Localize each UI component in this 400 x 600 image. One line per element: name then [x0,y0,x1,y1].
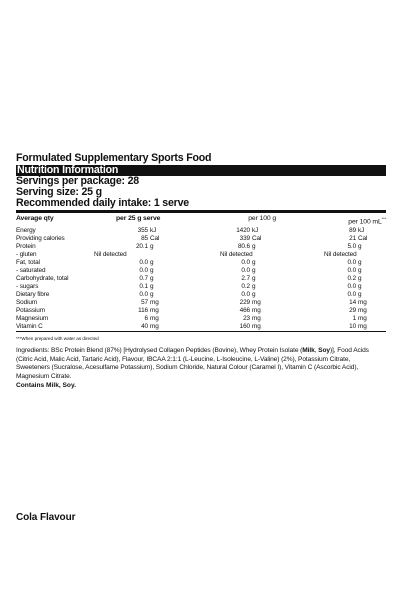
unit-per-100g: kJ [252,227,259,235]
value-per-100ml: 0.0 [347,283,357,291]
header-per-100g: per 100 g [248,215,277,222]
unit-per-100ml: kJ [358,227,365,235]
value-per-100ml: 0.0 [347,267,357,275]
unit-per-100g: g [252,243,256,251]
header-per-100ml-text: per 100 mL [348,218,382,226]
header-per-100ml-mark: *** [381,216,387,221]
value-per-serve: 0.0 [139,291,148,299]
nutrient-name: Potassium [16,307,45,315]
header-per-serve: per 25 g serve [116,215,161,222]
unit-per-100g: mg [252,299,261,307]
allergen-statement: Contains Milk, Soy. [16,381,76,389]
table-row [16,283,386,291]
nutrient-name: Energy [16,227,36,235]
unit-per-serve: g [150,275,154,283]
unit-per-100g: mg [252,323,261,331]
table-row [16,243,386,251]
value-per-serve: 116 [138,307,148,315]
unit-per-serve: g [150,291,154,299]
unit-per-serve: mg [150,323,159,331]
value-per-serve: 20.1 [135,243,148,251]
value-per-100g: 339 [239,235,251,243]
recommended-intake: Recommended daily intake: 1 serve [16,197,189,209]
table-row [16,251,386,259]
unit-per-100g: g [252,283,256,291]
value-per-serve: 85 [141,235,148,243]
unit-per-serve: g [150,243,154,251]
value-per-100ml: 29 [349,307,357,315]
table-row [16,227,386,235]
table-row [16,259,386,267]
table-row [16,291,386,299]
unit-per-100ml: mg [358,323,367,331]
table-row [16,315,386,323]
unit-per-100g: g [252,259,256,267]
value-per-100g: 466 [239,307,251,315]
value-per-serve: 0.7 [139,275,148,283]
value-per-100ml: 1 [352,315,357,323]
unit-per-100ml: g [358,259,362,267]
unit-per-100ml: Cal [358,235,368,243]
value-per-100ml: 21 [349,235,357,243]
header-qty: Average qty [16,215,54,222]
unit-per-100g: g [252,275,256,283]
nutrient-name: Magnesium [16,315,49,323]
value-per-100g: 2.7 [241,275,251,283]
flavour-label: Cola Flavour [16,512,76,523]
unit-per-100g: Cal [252,235,262,243]
value-per-100g: 229 [239,299,251,307]
unit-per-100ml: g [358,275,362,283]
unit-per-serve: g [150,267,154,275]
nutrient-name: - gluten [16,251,37,259]
nutrition-panel [16,152,386,390]
value-per-100g: Nil detected [220,251,253,259]
value-per-100ml: 0.2 [347,275,357,283]
unit-per-100g: g [252,267,256,275]
unit-per-100g: g [252,291,256,299]
nutrient-name: Fat, total [16,259,40,267]
nutrient-name: Vitamin C [16,323,43,331]
unit-per-100ml: g [358,267,362,275]
table-row [16,299,386,307]
unit-per-serve: mg [150,307,159,315]
value-per-serve: 0.0 [139,267,148,275]
unit-per-100ml: g [358,283,362,291]
unit-per-100ml: mg [358,299,367,307]
value-per-100ml: 5.0 [347,243,357,251]
ingredients-text [16,347,380,381]
value-per-serve: 0.0 [139,259,148,267]
nutrient-name: Sodium [16,299,38,307]
value-per-100g: 1420 [236,227,251,235]
value-per-100ml: 0.0 [347,291,357,299]
unit-per-100ml: g [358,291,362,299]
nutrient-name: Providing calories [16,235,65,243]
nutrient-name: - saturated [16,267,46,275]
value-per-100ml: 10 [349,323,357,331]
value-per-serve: 6 [144,315,148,323]
divider-thin [16,331,386,332]
value-per-100g: 80.6 [237,243,251,251]
value-per-100ml: 14 [349,299,357,307]
value-per-serve: 0.1 [139,283,148,291]
allergen-highlight: Milk [302,347,315,355]
value-per-serve: 40 [141,323,148,331]
value-per-serve: Nil detected [94,251,127,259]
table-row [16,235,386,243]
unit-per-serve: mg [150,315,159,323]
ingredients-segment: Ingredients: BSc Protein Blend (87%) [Hydrolysed Collagen Peptides (Bovine), Whey Protein Isolate ( [16,347,303,355]
ingredients-segment: )], Food Acids (Citric Acid, Malic Acid, Tartaric Acid), Flavour, IBCAA 2:1:1 (L-Leucine, L-Isoleucine, L-Valine) (2%), Potassium Citrate, Sweeteners (Sucralose, Acesulfame Potassium), Sodium Chloride, Natural Colour (Caramel I), Vitamin C (Ascorbic Acid), Magnesium Citrate. [16,347,369,381]
nutrient-rows [16,227,386,331]
unit-per-serve: g [150,259,154,267]
ingredients-segment: , [314,347,319,355]
nutrient-name: - sugars [16,283,39,291]
unit-per-100ml: g [358,243,362,251]
product-classification: Formulated Supplementary Sports Food [16,152,212,164]
footnote: ***When prepared with water as directed [16,336,99,342]
nutrient-name: Carbohydrate, total [16,275,69,283]
allergen-highlight: Soy [318,347,330,355]
unit-per-100g: mg [252,307,261,315]
unit-per-serve: mg [150,299,159,307]
value-per-serve: 57 [141,299,148,307]
unit-per-100ml: mg [358,307,367,315]
unit-per-100ml: mg [358,315,367,323]
value-per-100g: 0.0 [241,291,251,299]
value-per-100ml: 0.0 [347,259,357,267]
servings-per-package: Servings per package: 28 [16,175,139,187]
unit-per-serve: Cal [150,235,160,243]
nutrient-name: Protein [16,243,36,251]
unit-per-serve: kJ [150,227,157,235]
table-header-row [16,213,386,227]
value-per-100g: 0.0 [241,267,251,275]
header-per-100ml [324,213,386,227]
serving-size: Serving size: 25 g [16,186,102,198]
table-row [16,275,386,283]
value-per-100ml: 89 [349,227,357,235]
value-per-100g: 0.2 [241,283,251,291]
value-per-100ml: Nil detected [324,251,357,259]
value-per-serve: 355 [137,227,148,235]
nutrition-heading: Nutrition Information [16,165,386,176]
nutrition-table [16,213,386,331]
nutrient-name: Dietary fibre [16,291,50,299]
value-per-100g: 160 [239,323,251,331]
value-per-100g: 0.0 [241,259,251,267]
unit-per-serve: g [150,283,154,291]
table-row [16,267,386,275]
table-row [16,307,386,315]
unit-per-100g: mg [252,315,261,323]
table-row [16,323,386,331]
value-per-100g: 23 [243,315,251,323]
